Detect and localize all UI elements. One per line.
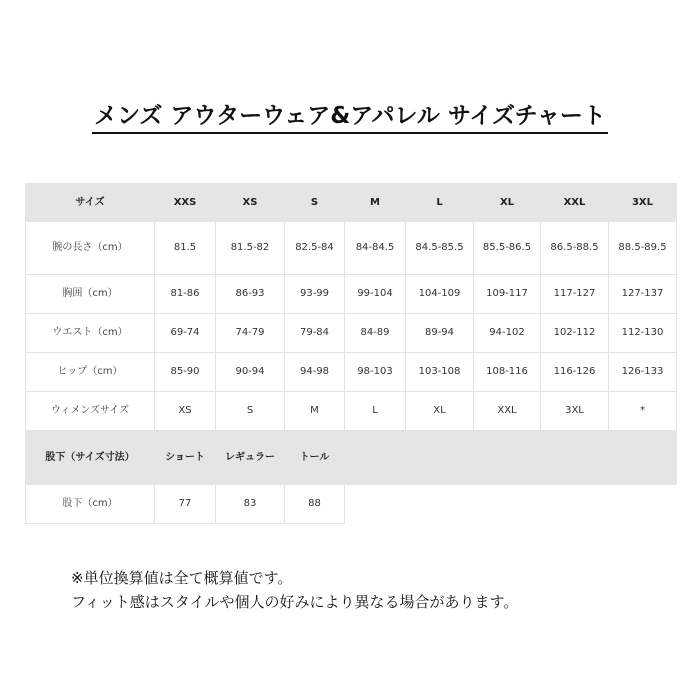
blank-area: [345, 485, 677, 524]
table-cell: 84-89: [345, 314, 406, 353]
table-row-hip: [26, 353, 677, 392]
table-cell: 94-98: [285, 353, 345, 392]
table-cell: 108-116: [474, 353, 541, 392]
table-cell: 117-127: [541, 275, 609, 314]
row-label: ウィメンズサイズ: [26, 392, 155, 431]
row-label: 胸囲（cm）: [26, 275, 155, 314]
table-cell: 86.5-88.5: [541, 222, 609, 275]
page-title-text: メンズ アウターウェア&アパレル サイズチャート: [92, 102, 608, 134]
header-cell-xxs: XXS: [155, 184, 216, 222]
table-row-chest: [26, 275, 677, 314]
table-cell: 79-84: [285, 314, 345, 353]
table-cell: 127-137: [609, 275, 677, 314]
table-row-inseam: [26, 485, 677, 524]
inseam-header-regular: レギュラー: [216, 431, 285, 485]
blank-area: [345, 431, 677, 485]
table-cell: 84.5-85.5: [406, 222, 474, 275]
row-label: 腕の長さ（cm）: [26, 222, 155, 275]
table-cell: 82.5-84: [285, 222, 345, 275]
table-cell: M: [285, 392, 345, 431]
table-cell: XL: [406, 392, 474, 431]
inseam-header-tall: トール: [285, 431, 345, 485]
table-cell: 3XL: [541, 392, 609, 431]
table-row-womens-size: [26, 392, 677, 431]
row-label: 股下（cm）: [26, 485, 155, 524]
table-cell: XS: [155, 392, 216, 431]
table-cell: 112-130: [609, 314, 677, 353]
table-cell: L: [345, 392, 406, 431]
note-line: フィット感はスタイルや個人の好みにより異なる場合があります。: [71, 593, 519, 611]
notes: [71, 566, 518, 614]
size-header-row: [26, 184, 677, 222]
table-cell: 89-94: [406, 314, 474, 353]
table-cell: S: [216, 392, 285, 431]
header-cell-s: S: [285, 184, 345, 222]
header-cell-xs: XS: [216, 184, 285, 222]
table-cell: 84-84.5: [345, 222, 406, 275]
row-label: ウエスト（cm）: [26, 314, 155, 353]
header-cell-xxl: XXL: [541, 184, 609, 222]
table-cell: 93-99: [285, 275, 345, 314]
table-row-sleeve: [26, 222, 677, 275]
table-cell: XXL: [474, 392, 541, 431]
table-cell: 126-133: [609, 353, 677, 392]
table-cell: *: [609, 392, 677, 431]
inseam-header-row: [26, 431, 677, 485]
table-cell: 69-74: [155, 314, 216, 353]
row-label: ヒップ（cm）: [26, 353, 155, 392]
table-cell: 85.5-86.5: [474, 222, 541, 275]
table-cell: 77: [155, 485, 216, 524]
table-cell: 116-126: [541, 353, 609, 392]
inseam-header-short: ショート: [155, 431, 216, 485]
size-chart-table: [25, 183, 677, 524]
table-cell: 98-103: [345, 353, 406, 392]
table-cell: 99-104: [345, 275, 406, 314]
table-cell: 81.5: [155, 222, 216, 275]
table-cell: 86-93: [216, 275, 285, 314]
page-title: [0, 102, 700, 134]
table-cell: 88.5-89.5: [609, 222, 677, 275]
table-row-waist: [26, 314, 677, 353]
table-cell: 85-90: [155, 353, 216, 392]
table-cell: 81.5-82: [216, 222, 285, 275]
note-line: ※単位換算値は全て概算値です。: [71, 569, 293, 587]
table-cell: 109-117: [474, 275, 541, 314]
table-cell: 74-79: [216, 314, 285, 353]
table-cell: 88: [285, 485, 345, 524]
inseam-header-label: 股下（サイズ寸法）: [26, 431, 155, 485]
table-cell: 83: [216, 485, 285, 524]
table-cell: 90-94: [216, 353, 285, 392]
header-cell-xl: XL: [474, 184, 541, 222]
table-cell: 103-108: [406, 353, 474, 392]
header-cell-m: M: [345, 184, 406, 222]
table-cell: 94-102: [474, 314, 541, 353]
header-cell-size: サイズ: [26, 184, 155, 222]
table-cell: 102-112: [541, 314, 609, 353]
header-cell-3xl: 3XL: [609, 184, 677, 222]
table-cell: 104-109: [406, 275, 474, 314]
table-cell: 81-86: [155, 275, 216, 314]
header-cell-l: L: [406, 184, 474, 222]
